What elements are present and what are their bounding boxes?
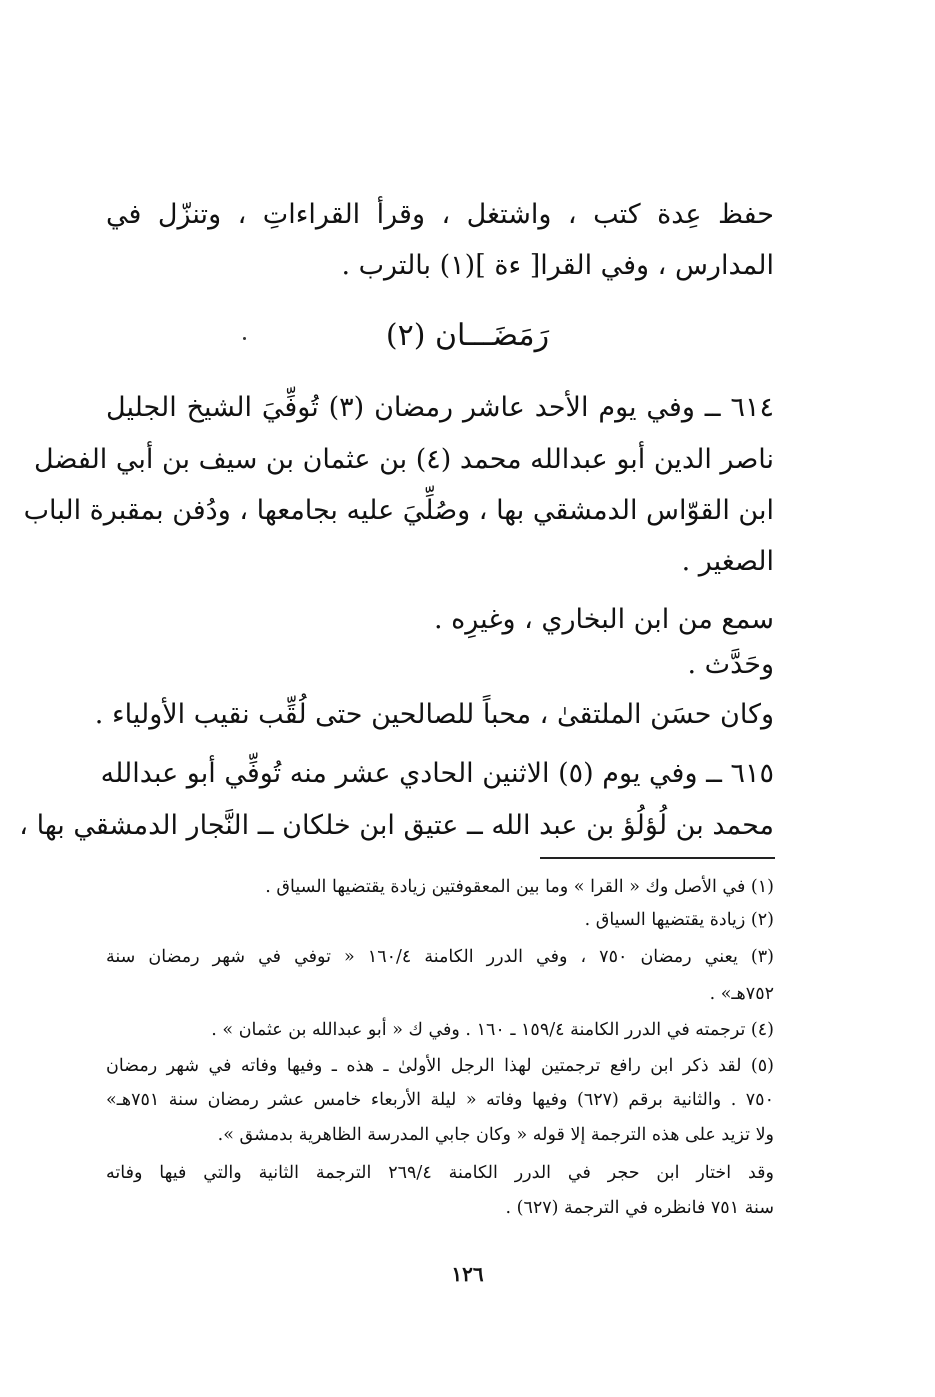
entry-615-line: ٦١٥ ــ وفي يوم (٥) الاثنين الحادي عشر منه تُوفِّي أبو عبدالله bbox=[100, 758, 774, 789]
page-number: ١٢٦ bbox=[451, 1262, 484, 1286]
section-heading: رَمَضَـــان (٢) bbox=[385, 318, 550, 353]
body-line: حفظ عِدة كتب ، واشتغل ، وقرأ القراءاتِ ، وتنزّل في bbox=[106, 199, 774, 230]
footnote-line: (٢) زيادة يقتضيها السياق . bbox=[584, 910, 774, 930]
footnote-line: (١) في الأصل وك « القرا » وما بين المعقوفتين زيادة يقتضيها السياق . bbox=[265, 877, 774, 897]
footnote-line: (٤) ترجمته في الدرر الكامنة ١٥٩/٤ ـ ١٦٠ . وفي ك « أبو عبدالله بن عثمان » . bbox=[211, 1020, 774, 1040]
footnote-line: ولا تزيد على هذه الترجمة إلا قوله « وكان جابي المدرسة الظاهرية بدمشق ». bbox=[217, 1125, 774, 1145]
entry-615-line: محمد بن لُؤلُؤ بن عبد الله ــ عتيق ابن خلكان ــ النَّجار الدمشقي بها ، bbox=[19, 810, 774, 841]
footnote-separator bbox=[540, 857, 775, 859]
entry-614-note: وحَدَّث . bbox=[687, 649, 774, 680]
footnote-line: وقد اختار ابن حجر في الدرر الكامنة ٢٦٩/٤ الترجمة الثانية والتي فيها وفاته bbox=[106, 1163, 774, 1183]
entry-614-line: ٦١٤ ــ وفي يوم الأحد عاشر رمضان (٣) تُوفِّيَ الشيخ الجليل bbox=[106, 392, 774, 423]
entry-614-line: الصغير . bbox=[681, 546, 774, 577]
footnote-line: ٧٥٢هـ» . bbox=[709, 984, 774, 1004]
footnote-line: سنة ٧٥١ فانظره في الترجمة (٦٢٧) . bbox=[505, 1198, 774, 1218]
entry-614-note: سمع من ابن البخاري ، وغيرِه . bbox=[433, 604, 774, 635]
entry-614-line: ابن القوّاس الدمشقي بها ، وصُلِّيَ عليه بجامعها ، ودُفن بمقبرة الباب bbox=[23, 495, 774, 526]
body-line: المدارس ، وفي القرا[ ءة ](١) بالترب . bbox=[341, 250, 774, 281]
footnote-line: ٧٥٠ . والثانية برقم (٦٢٧) وفيها وفاته « ليلة الأربعاء خامس عشر رمضان سنة ٧٥١هـ» bbox=[106, 1090, 774, 1110]
footnote-line: (٥) لقد ذكر ابن رافع ترجمتين لهذا الرجل الأولىٰ ـ هذه ـ وفيها وفاته في شهر رمضان bbox=[106, 1056, 774, 1076]
entry-614-note: وكان حسَن الملتقىٰ ، محباً للصالحين حتى لُقِّب نقيب الأولياء . bbox=[94, 699, 774, 730]
footnote-line: (٣) يعني رمضان ٧٥٠ ، وفي الدرر الكامنة ١٦٠/٤ « توفي في شهر رمضان سنة bbox=[106, 947, 774, 967]
entry-614-line: ناصر الدين أبو عبدالله محمد (٤) بن عثمان بن سيف بن أبي الفضل bbox=[34, 444, 774, 475]
